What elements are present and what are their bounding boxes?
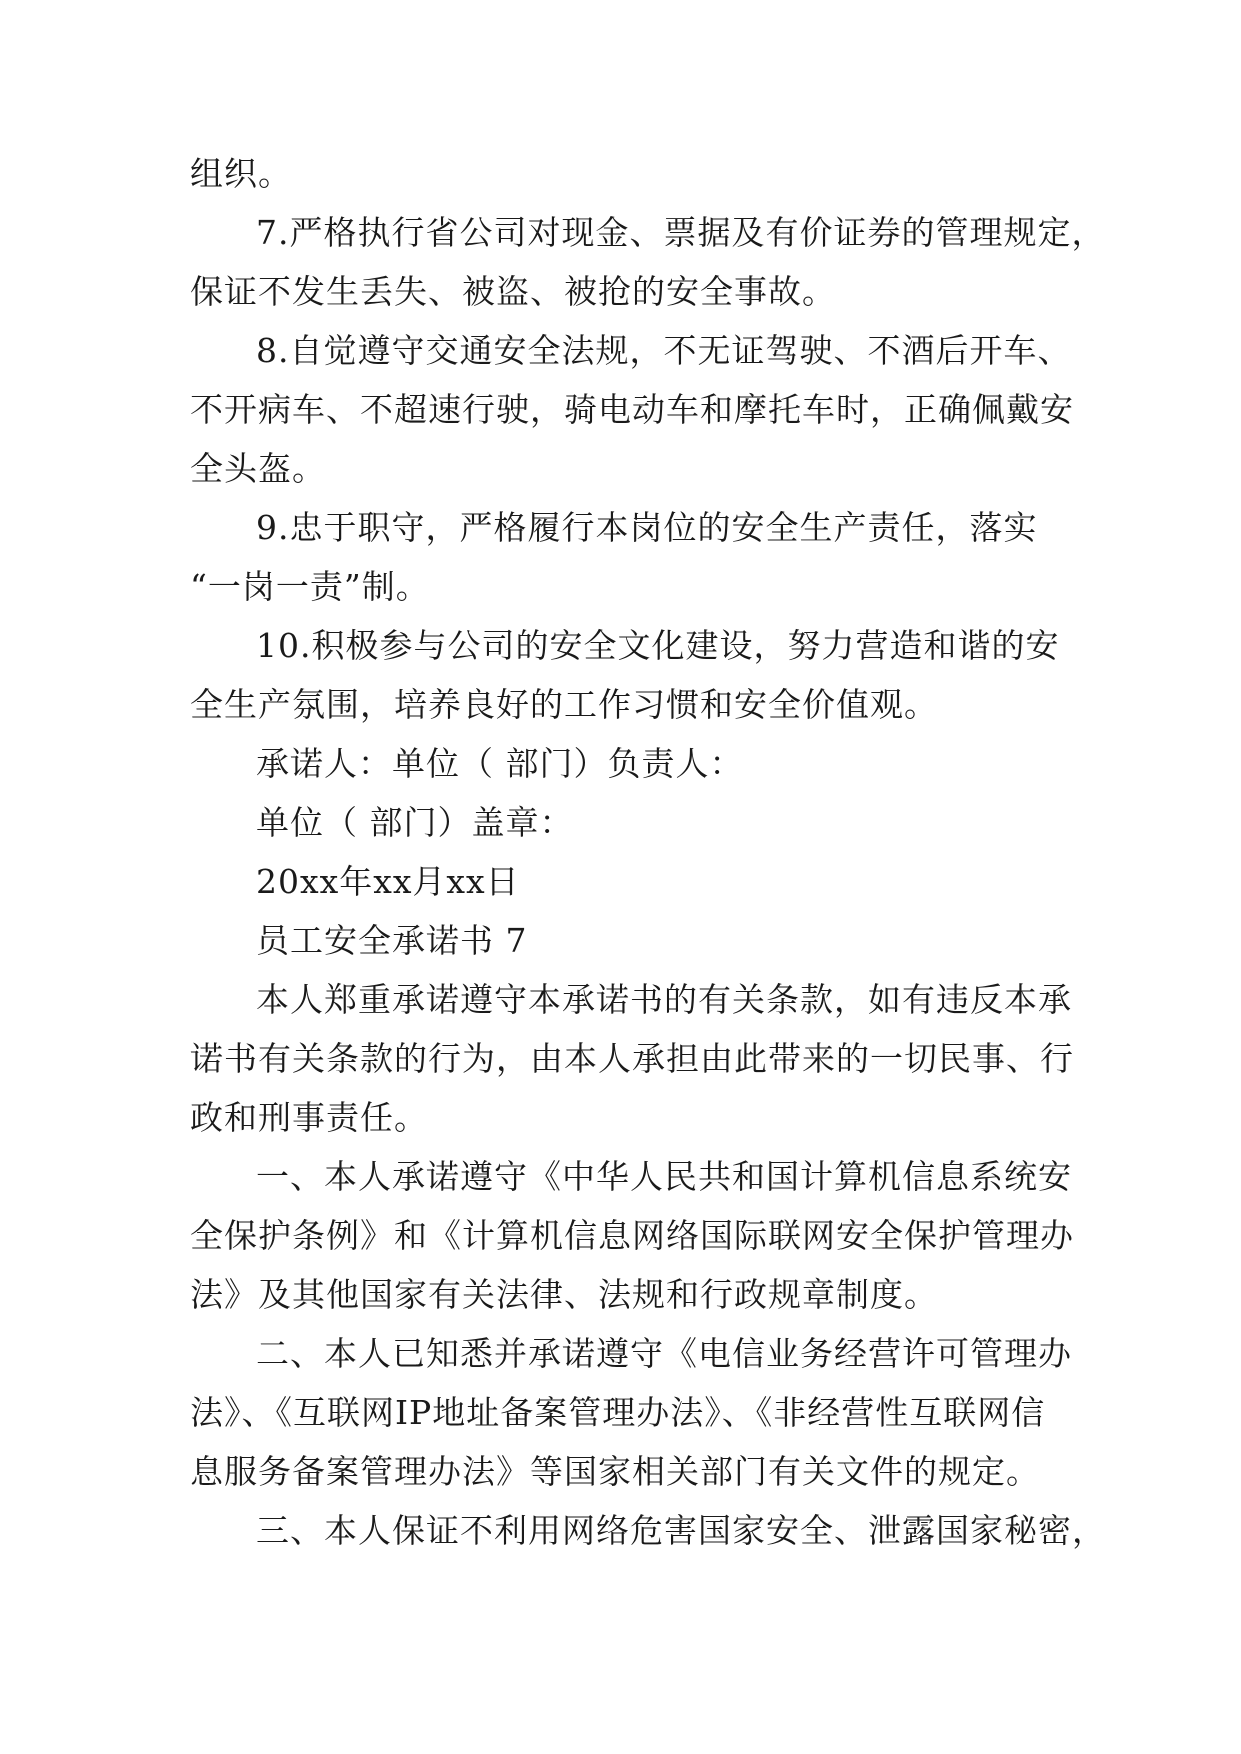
text-line: 20xx年xx月xx日 <box>256 862 520 901</box>
text-line: 息服务备案管理办法》等国家相关部门有关文件的规定。 <box>190 1452 1040 1491</box>
text-line: 承诺人：单位（ 部门）负责人： <box>256 744 744 783</box>
text-line: 组织。 <box>190 154 292 193</box>
text-line: 9.忠于职守，严格履行本岗位的安全生产责任，落实 <box>256 508 1038 547</box>
text-line: 政和刑事责任。 <box>190 1098 428 1137</box>
section-heading: 员工安全承诺书 7 <box>256 921 528 960</box>
text-line: 三、本人保证不利用网络危害国家安全、泄露国家秘密， <box>256 1511 1106 1550</box>
text-line: 诺书有关条款的行为，由本人承担由此带来的一切民事、行 <box>190 1039 1074 1078</box>
text-line: 本人郑重承诺遵守本承诺书的有关条款，如有违反本承 <box>256 980 1072 1019</box>
text-line: 不开病车、不超速行驶，骑电动车和摩托车时，正确佩戴安 <box>190 390 1074 429</box>
text-line: 8.自觉遵守交通安全法规，不无证驾驶、不酒后开车、 <box>256 331 1072 370</box>
text-line: 一、本人承诺遵守《中华人民共和国计算机信息系统安 <box>256 1157 1072 1196</box>
text-line: 全生产氛围，培养良好的工作习惯和安全价值观。 <box>190 685 938 724</box>
text-line: 二、本人已知悉并承诺遵守《电信业务经营许可管理办 <box>256 1334 1072 1373</box>
text-line: 保证不发生丢失、被盗、被抢的安全事故。 <box>190 272 836 311</box>
text-line: 法》、《互联网IP地址备案管理办法》、《非经营性互联网信 <box>190 1393 1046 1432</box>
text-line: “一岗一责”制。 <box>190 567 430 606</box>
text-line: 全头盔。 <box>190 449 326 488</box>
text-line: 单位（ 部门）盖章： <box>256 803 574 842</box>
text-line: 7.严格执行省公司对现金、票据及有价证券的管理规定， <box>256 213 1106 252</box>
text-line: 10.积极参与公司的安全文化建设，努力营造和谐的安 <box>256 626 1060 665</box>
text-line: 全保护条例》和《计算机信息网络国际联网安全保护管理办 <box>190 1216 1074 1255</box>
text-line: 法》及其他国家有关法律、法规和行政规章制度。 <box>190 1275 938 1314</box>
